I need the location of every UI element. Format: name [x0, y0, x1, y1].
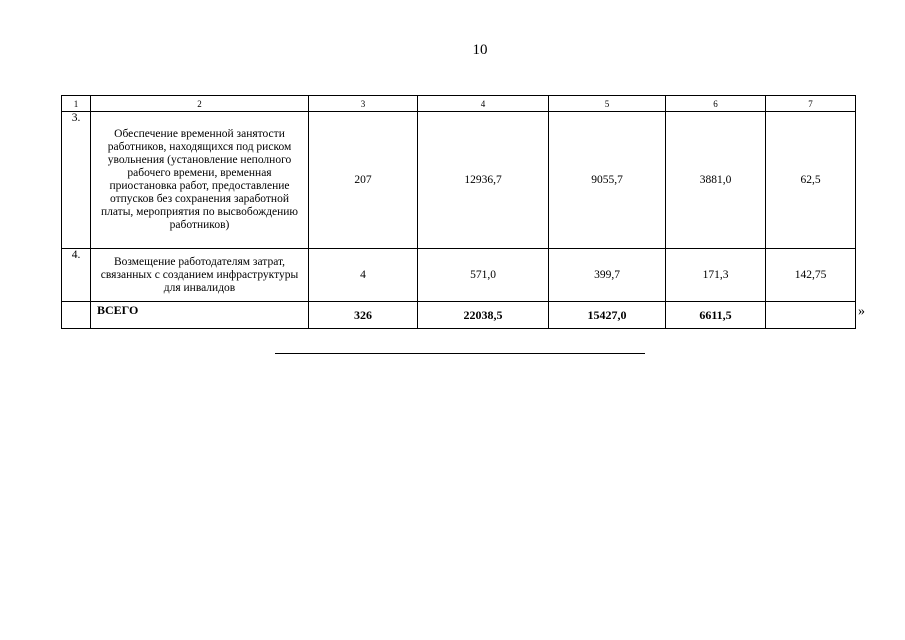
- row-description: Обеспечение временной занятости работников, находящихся под риском увольнения (установление неполного рабочего времени, временная приостановка работ, предоставление отпусков без сохранения заработной платы, мероприятия по высвобождению работников): [91, 112, 309, 249]
- table-cell: 4: [309, 249, 418, 302]
- closing-quote: »: [858, 304, 865, 319]
- total-cell: 326: [309, 302, 418, 329]
- table-cell: 3881,0: [666, 112, 766, 249]
- header-cell: 7: [766, 96, 856, 112]
- header-cell: 3: [309, 96, 418, 112]
- table-cell: 207: [309, 112, 418, 249]
- header-cell: 1: [62, 96, 91, 112]
- row-description: Возмещение работодателям затрат, связанных с созданием инфраструктуры для инвалидов: [91, 249, 309, 302]
- total-cell: 22038,5: [418, 302, 549, 329]
- header-cell: 2: [91, 96, 309, 112]
- total-number-cell: [62, 302, 91, 329]
- total-row: [62, 302, 856, 329]
- table-row: [62, 249, 856, 302]
- total-label: ВСЕГО: [91, 302, 309, 329]
- row-number: 3.: [62, 112, 91, 249]
- total-cell: 6611,5: [666, 302, 766, 329]
- table-cell: 399,7: [549, 249, 666, 302]
- separator-line: [275, 353, 645, 354]
- table-cell: 171,3: [666, 249, 766, 302]
- header-cell: 6: [666, 96, 766, 112]
- table-cell: 571,0: [418, 249, 549, 302]
- total-cell: [766, 302, 856, 329]
- table-cell: 142,75: [766, 249, 856, 302]
- table-header-row: [62, 96, 856, 112]
- page-number: 10: [472, 42, 488, 58]
- table-cell: 12936,7: [418, 112, 549, 249]
- header-cell: 5: [549, 96, 666, 112]
- row-number: 4.: [62, 249, 91, 302]
- table-row: [62, 112, 856, 249]
- table-cell: 9055,7: [549, 112, 666, 249]
- header-cell: 4: [418, 96, 549, 112]
- data-table: [61, 95, 856, 329]
- table-cell: 62,5: [766, 112, 856, 249]
- total-cell: 15427,0: [549, 302, 666, 329]
